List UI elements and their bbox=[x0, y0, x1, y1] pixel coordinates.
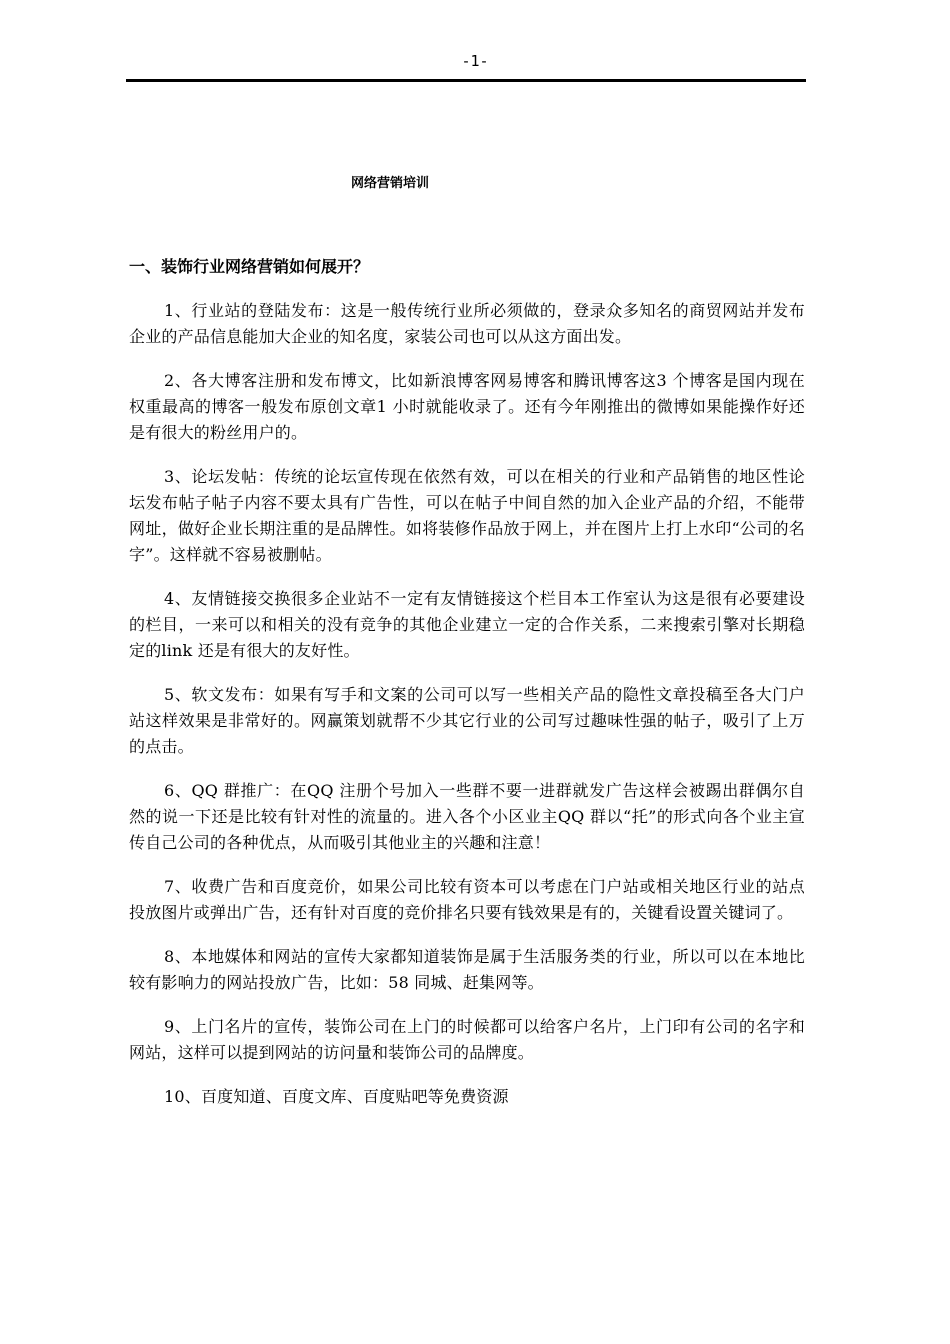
paragraph-9: 9、上门名片的宣传，装饰公司在上门的时候都可以给客户名片，上门印有公司的名字和网站，这样可以提到网站的访问量和装饰公司的品牌度。 bbox=[129, 1017, 805, 1062]
paragraph-8: 8、本地媒体和网站的宣传大家都知道装饰是属于生活服务类的行业，所以可以在本地比较有影响力的网站投放广告，比如：58 同城、赶集网等。 bbox=[129, 947, 805, 992]
paragraph-6: 6、QQ 群推广：在QQ 注册个号加入一些群不要一进群就发广告这样会被踢出群偶尔自然的说一下还是比较有针对性的流量的。进入各个小区业主QQ 群以“托”的形式向各个业主宣传自己公司的各种优点，从而吸引其他业主的兴趣和注意！ bbox=[129, 781, 805, 852]
paragraph-3: 3、论坛发帖：传统的论坛宣传现在依然有效，可以在相关的行业和产品销售的地区性论坛发布帖子帖子内容不要太具有广告性，可以在帖子中间自然的加入企业产品的介绍，不能带网址，做好企业长期注重的是品牌性。如将装修作品放于网上，并在图片上打上水印“公司的名字”。这样就不容易被删帖。 bbox=[129, 467, 805, 564]
paragraph-10: 10、百度知道、百度文库、百度贴吧等免费资源 bbox=[164, 1087, 509, 1106]
paragraph-4: 4、友情链接交换很多企业站不一定有友情链接这个栏目本工作室认为这是很有必要建设的栏目，一来可以和相关的没有竞争的其他企业建立一定的合作关系，二来搜索引擎对长期稳定的link 还是有很大的友好性。 bbox=[129, 589, 805, 660]
paragraph-1: 1、行业站的登陆发布：这是一般传统行业所必须做的，登录众多知名的商贸网站并发布企业的产品信息能加大企业的知名度，家装公司也可以从这方面出发。 bbox=[129, 301, 805, 346]
document-title: 网络营销培训 bbox=[350, 176, 429, 191]
section-heading: 一、装饰行业网络营销如何展开？ bbox=[129, 257, 370, 276]
paragraph-2: 2、各大博客注册和发布博文，比如新浪博客网易博客和腾讯博客这3 个博客是国内现在权重最高的博客一般发布原创文章1 小时就能收录了。还有今年刚推出的微博如果能操作好还是有很大的粉丝用户的。 bbox=[129, 371, 805, 442]
document-body bbox=[129, 298, 805, 1128]
header-divider bbox=[126, 79, 806, 82]
paragraph-5: 5、软文发布：如果有写手和文案的公司可以写一些相关产品的隐性文章投稿至各大门户站这样效果是非常好的。网赢策划就帮不少其它行业的公司写过趣味性强的帖子，吸引了上万的点击。 bbox=[129, 685, 805, 756]
paragraph-7: 7、收费广告和百度竞价，如果公司比较有资本可以考虑在门户站或相关地区行业的站点投放图片或弹出广告，还有针对百度的竞价排名只要有钱效果是有的，关键看设置关键词了。 bbox=[129, 877, 805, 922]
page-number: -1- bbox=[461, 52, 489, 70]
